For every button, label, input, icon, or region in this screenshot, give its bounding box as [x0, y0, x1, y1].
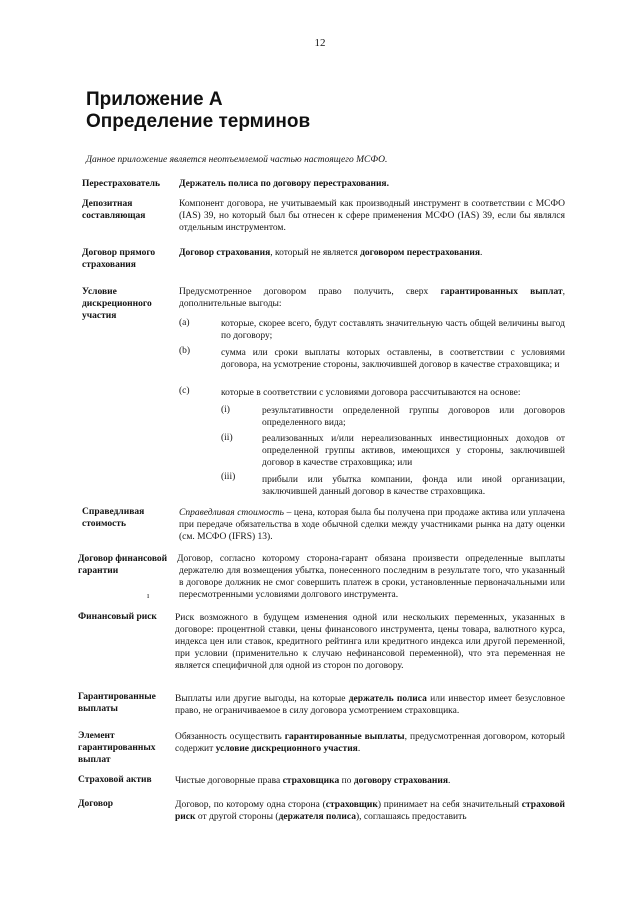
bold-dpf: условие дискреционного участия	[215, 744, 358, 754]
list-item-i: результативности определенной группы договоров или договоров определенного вида;	[262, 406, 565, 428]
list-item-iii: прибыли или убытка компании, фонда или иной организации, заключившей данный договор в качестве страховщика.	[262, 475, 565, 497]
text-part: Чистые договорные права	[175, 776, 283, 786]
def-guaranteed-element	[175, 731, 565, 755]
list-item-c: которые в соответствии с условиями договора рассчитываются на основе:	[221, 388, 521, 398]
text-part: ) принимает на себя значительный	[377, 800, 522, 810]
bold-insurance-contract: договору страхования	[353, 776, 448, 786]
bold-policyholder: держателя полиса	[278, 812, 356, 822]
bold-policyholder: держатель полиса	[348, 694, 427, 704]
bold-guaranteed-benefits: гарантированные выплаты	[284, 732, 405, 742]
text-part: Обязанность осуществить	[175, 732, 285, 742]
term-guaranteed-benefits: Гарантированные выплаты	[78, 692, 156, 714]
def-reinsurer	[179, 178, 565, 190]
text-part: – цена, которая была бы получена при продаже актива или уплачена при передаче обязательства в ходе обычной сделки между участниками рынка на дату оценки (см. МСФО (IFRS) 13).	[179, 508, 565, 542]
text-part: , предусмотренная договором, который содержит	[175, 732, 565, 754]
term-reinsurer: Перестрахователь	[82, 179, 161, 189]
text-part: .	[447, 776, 451, 786]
term-line-2: гарантии	[78, 566, 119, 576]
text-part: Договор, по которому одна сторона (	[175, 800, 326, 810]
def-reinsurer-text: Держатель полиса по договору перестрахования.	[179, 179, 389, 189]
def-contract	[175, 799, 565, 823]
intro-note: Данное приложение является неотъемлемой частью настоящего МСФО.	[86, 155, 388, 165]
def-dpf-intro	[179, 286, 565, 310]
term-dpf: Условие дискреционного участия	[82, 287, 152, 321]
bold-insurance-contract: Договор страхования	[179, 248, 271, 258]
list-item-a: которые, скорее всего, будут составлять значительную часть общей величины выгод по договору;	[221, 319, 565, 341]
def-insurance-asset	[175, 775, 565, 787]
list-label-iii: (iii)	[221, 472, 236, 482]
bold-reinsurance-contract: договором перестрахования	[360, 248, 480, 258]
term-fair-value: Справедливая стоимость	[82, 507, 145, 529]
list-label-i: (i)	[221, 405, 230, 415]
term-financial-guarantee	[78, 553, 188, 577]
term-contract: Договор	[78, 799, 113, 809]
text-part: , дополнительные выгоды:	[179, 287, 565, 309]
def-financial-guarantee: Договор, согласно которому сторона-гарант обязана произвести определенные выплаты держателю для возмещения убытка, понесенного последним в результате того, что указанный в договоре должник не смог совершить платеж в сроки, установленные первоначальными или пересмотренными условиями долгового инструмента.	[177, 554, 565, 600]
text-part: .	[479, 248, 483, 258]
term-insurance-asset: Страховой актив	[78, 775, 152, 785]
italic-fair-value: Справедливая стоимость	[179, 508, 284, 518]
list-item-ii: реализованных и/или нереализованных инвестиционных доходов от определенной группы активов, имеющихся у стороны, заключившей договор в качестве страховщика; или	[262, 434, 565, 468]
text-part: Предусмотренное договором право получить, сверх	[179, 287, 441, 297]
def-guaranteed-benefits	[175, 693, 565, 717]
term-direct-insurance: Договор прямого страхования	[82, 248, 156, 270]
def-deposit-component: Компонент договора, не учитываемый как производный инструмент в соответствии с МСФО (IAS) 39, но который был бы отнесен к сфере применения МСФО (IAS) 39, если бы являлся отдельным инструментом.	[179, 199, 565, 233]
title-line-1: Приложение А	[86, 89, 223, 110]
text-part: от другой стороны (	[195, 812, 279, 822]
text-part: или инвестор имеет безусловное право, не ограничиваемое в силу договора усмотрением страховщика.	[175, 694, 565, 716]
text-part: .	[357, 744, 361, 754]
term-financial-risk: Финансовый риск	[78, 612, 157, 622]
bold-insurer: страховщик	[325, 800, 378, 810]
list-item-b: сумма или сроки выплаты которых оставлены, в соответствии с условиями договора, на усмотрение стороны, заключившей договор в качестве страховщика; и	[221, 348, 565, 370]
margin-mark: ı	[147, 591, 150, 600]
text-part: , который не является	[270, 248, 361, 258]
bold-insurance-risk: страховой риск	[175, 800, 566, 822]
def-fair-value	[179, 507, 565, 543]
list-label-c: (c)	[179, 386, 190, 396]
term-guaranteed-element: Элемент гарантированных выплат	[78, 731, 156, 765]
bold-insurer: страховщика	[282, 776, 340, 786]
list-label-ii: (ii)	[221, 433, 233, 443]
bold-guaranteed-benefits: гарантированных выплат	[440, 287, 563, 297]
text-part: по	[339, 776, 354, 786]
list-label-b: (b)	[179, 346, 191, 356]
def-financial-risk: Риск возможного в будущем изменения одной или нескольких переменных, указанных в договоре: процентной ставки, цены финансового инструмента, цены товара, валютного курса, индекса цен или ставок, кредитного рейтинга или кредитного индекса или другой переменной, при условии (применительно к случаю нефинансовой переменной), что эта переменная не является специфичной для одной из сторон по договору.	[175, 613, 565, 671]
text-part: Выплаты или другие выгоды, на которые	[175, 694, 349, 704]
page-number: 12	[314, 37, 326, 49]
text-part: ), соглашаясь предоставить	[355, 812, 467, 822]
term-line-1: Договор финансовой	[78, 554, 168, 564]
list-label-a: (a)	[179, 318, 190, 328]
term-deposit-component: Депозитная составляющая	[82, 199, 146, 221]
title-line-2: Определение терминов	[86, 111, 311, 132]
def-direct-insurance	[179, 247, 565, 259]
page-title	[86, 89, 310, 133]
